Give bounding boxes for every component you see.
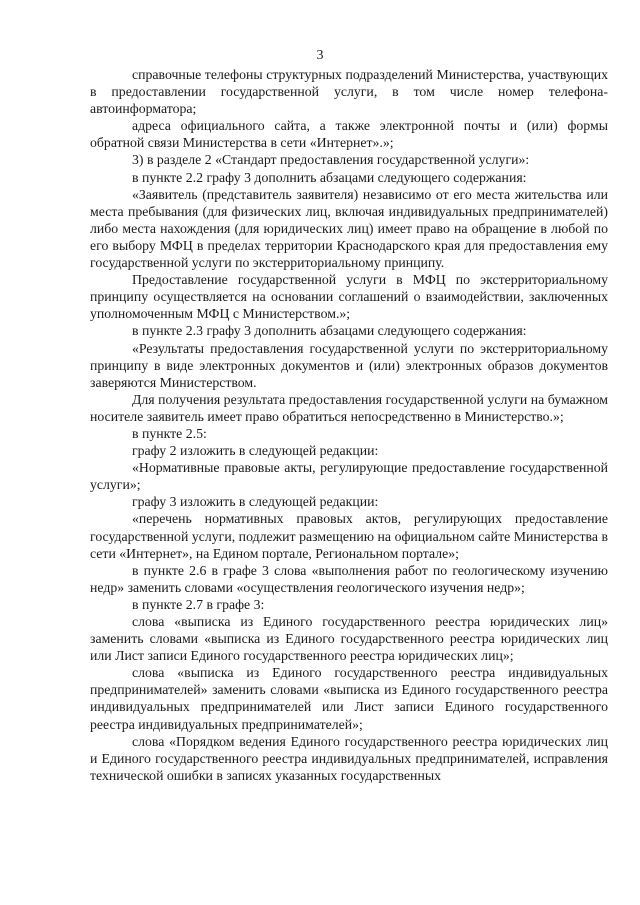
paragraph: в пункте 2.6 в графе 3 слова «выполнения работ по геологическому изучению недр» заменить словами «осуществления геологического изучения недр»; [90,562,608,595]
paragraph: «Нормативные правовые акты, регулирующие предоставление государственной услуги»; [90,460,608,493]
paragraph: «Результаты предоставления государственной услуги по экстерриториальному принципу в виде электронных документов и (или) электронных образов документов заверяются Министерством. [90,340,608,390]
paragraph: слова «выписка из Единого государственного реестра индивидуальных предпринимателей» заменить словами «выписка из Единого государственного реестра индивидуальных предпринимателей или Лист записи Единого государственного реестра индивидуальных предпринимателей»; [90,665,608,732]
document-body [90,66,608,784]
paragraph: в пункте 2.3 графу 3 дополнить абзацами следующего содержания: [132,323,527,339]
paragraph: «перечень нормативных правовых актов, регулирующих предоставление государственной услуги, подлежит размещению на официальном сайте Министерства в сети «Интернет», на Едином портале, Региональном портале»; [90,511,608,561]
paragraph: в пункте 2.2 графу 3 дополнить абзацами следующего содержания: [132,169,527,185]
paragraph: справочные телефоны структурных подразделений Министерства, участвующих в предоставлении государственной услуги, в том числе номер телефона-автоинформатора; [90,67,608,117]
paragraph: адреса официального сайта, а также электронной почты и (или) формы обратной связи Министерства в сети «Интернет».»; [90,118,608,151]
paragraph: «Заявитель (представитель заявителя) независимо от его места жительства или места пребывания (для физических лиц, включая индивидуальных предпринимателей) либо места нахождения (для юридических лиц) имеет право на обращение в любой по его выбору МФЦ в пределах территории Краснодарского края для предоставления ему государственной услуги по экстерриториальному принципу. [90,186,608,271]
paragraph: 3) в разделе 2 «Стандарт предоставления государственной услуги»: [132,152,530,168]
paragraph: в пункте 2.5: [132,425,207,441]
page-number: 3 [316,48,324,63]
paragraph: Предоставление государственной услуги в МФЦ по экстерриториальному принципу осуществляется на основании соглашений о взаимодействии, заключенных уполномоченным МФЦ с Министерством.»; [90,272,608,322]
paragraph: графу 2 изложить в следующей редакции: [132,443,379,459]
paragraph: графу 3 изложить в следующей редакции: [132,494,379,510]
paragraph: в пункте 2.7 в графе 3: [132,596,265,612]
paragraph: слова «выписка из Единого государственного реестра юридических лиц» заменить словами «выписка из Единого государственного реестра юридических лиц или Лист записи Единого государственного реестра юридических лиц»; [90,614,608,664]
paragraph: слова «Порядком ведения Единого государственного реестра юридических лиц и Единого государственного реестра индивидуальных предпринимателей, исправления технической ошибки в записях указанных государственных [90,733,608,783]
paragraph: Для получения результата предоставления государственной услуги на бумажном носителе заявитель имеет право обратиться непосредственно в Министерство.»; [90,391,608,424]
